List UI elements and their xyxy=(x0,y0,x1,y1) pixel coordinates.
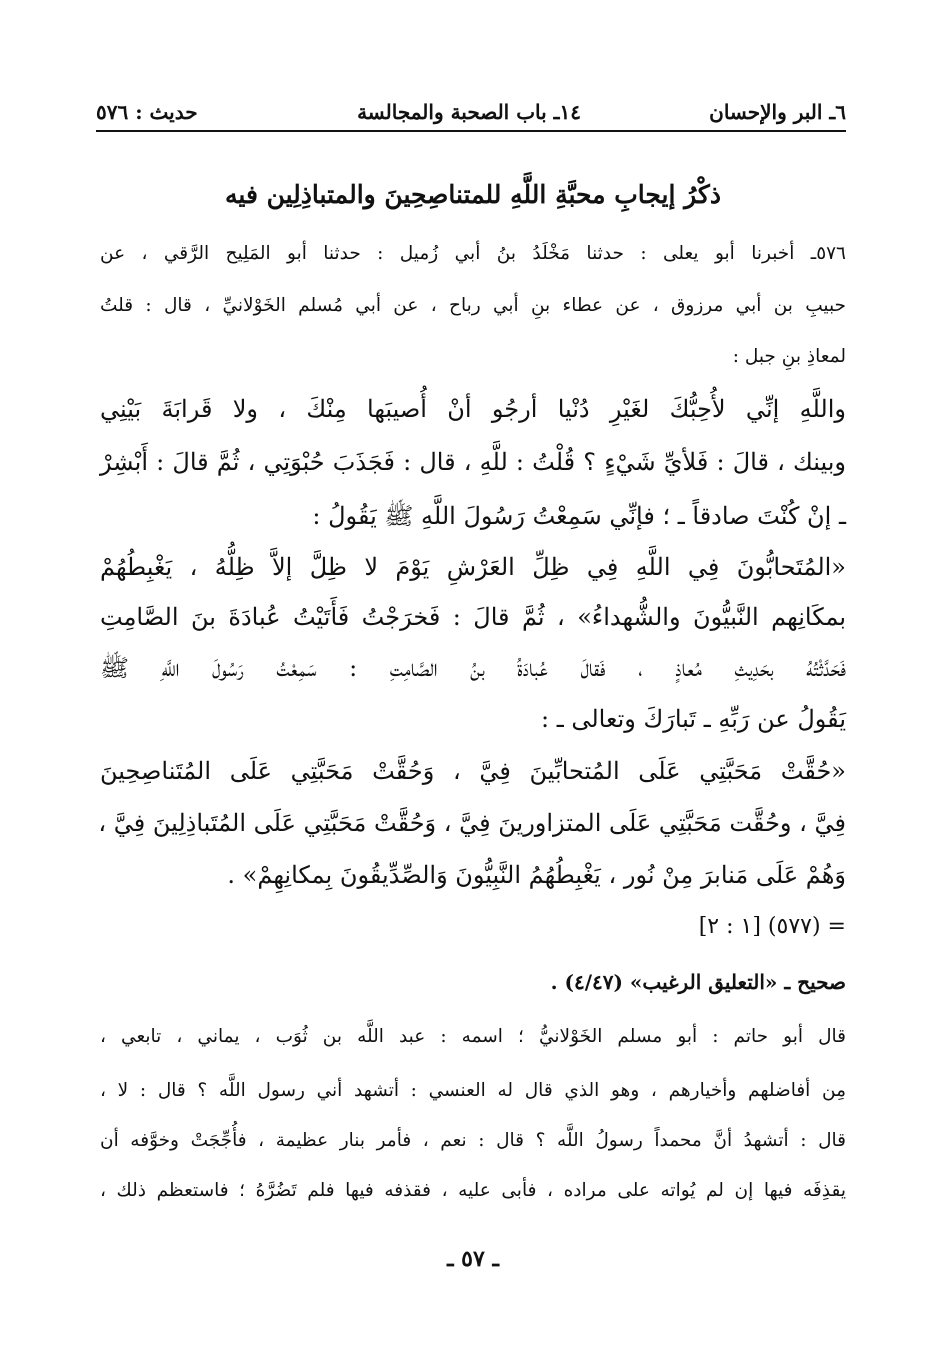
cross-reference: = (٥٧٧) [١ : ٢] xyxy=(698,914,846,939)
matn-line-1: واللَّهِ إنِّي لأُحِبُّكَ لغَيْرِ دُنْيا أرجُو أنْ أُصيبَها مِنْكَ ، ولا قَرابَةَ بَيْنِي xyxy=(100,395,846,423)
matn-line-9: فِيَّ ، وحُقَّت مَحَبَّتِي عَلَى المتزاورينَ فِيَّ ، وَحُقَّتْ مَحَبَّتِي عَلَى المُتَباذِلِينَ فِيَّ ، xyxy=(98,809,846,837)
commentary-line-4: يقذِفَه فيها إن لم يُواته على مراده ، فأبى عليه ، فقذفه فيها فلم تَضُرَّهُ ؛ فاستعظم ذلك ، xyxy=(100,1180,846,1201)
matn-line-4: «المُتَحابُّونَ فِي اللَّهِ فِي ظِلِّ العَرْشِ يَوْمَ لا ظِلَّ إلاَّ ظِلُّهُ ، يَغْبِطُهُمْ xyxy=(100,553,846,581)
isnad-line-2: حبيبِ بن أبي مرزوق ، عن عطاء بنِ أبي رباح ، عن أبي مُسلم الخَوْلانيِّ ، قال : قلتُ xyxy=(100,295,846,316)
matn-line-2: وبينك ، قالَ : فَلأيِّ شَيْءٍ ؟ قُلْتُ : للَّهِ ، قال : فَجَذَبَ حُبْوَتِي ، ثُمَّ قالَ : أَبْشِرْ xyxy=(100,448,846,476)
commentary-line-1: قال أبو حاتم : أبو مسلم الخَوْلانيُّ ؛ اسمه : عبد اللَّه بن ثُوَب ، يماني ، تابعي ، xyxy=(100,1026,846,1047)
page-number: ـ ٥٧ ـ xyxy=(447,1246,499,1272)
section-title: ذكْرُ إيجابِ محبَّةِ اللَّهِ للمتناصِحِينَ والمتباذِلِين فيه xyxy=(225,180,721,209)
header-book-title: ٦ـ البر والإحسان xyxy=(709,100,846,124)
matn-line-10: وَهُمْ عَلَى مَنابرَ مِنْ نُور ، يَغْبِطُهُمُ النَّبِيُّونَ وَالصِّدِّيقُونَ بِمكانِهِمْ» . xyxy=(227,861,846,889)
isnad-line-3: لمعاذِ بنِ جبل : xyxy=(732,346,846,367)
commentary-line-3: قال : أتشهدُ أنَّ محمداً رسولُ اللَّه ؟ قال : نعم ، فأمر بنار عظيمة ، فأُجِّجَتْ وخوَّفه أن xyxy=(100,1130,846,1151)
isnad-line-1: ٥٧٦ـ أخبرنا أبو يعلى : حدثنا مَخْلَدُ بنُ أبي زُميل : حدثنا أبو المَلِيح الرَّقي ، عن xyxy=(100,243,846,264)
header-rule xyxy=(96,130,846,132)
matn-line-5: بمكَانِهم النَّبيُّونَ والشُّهداءُ» ، ثُمَّ قالَ : فَخرَجْتُ فَأَتَيْتُ عُبادَةَ بنَ الصَّامِتِ xyxy=(100,603,846,631)
matn-line-8: «حُقَّتْ مَحَبَّتِي عَلَى المُتحابِّينَ فِيَّ ، وَحُقَّتْ مَحَبَّتِي عَلَى المُتَناصِحِينَ xyxy=(100,757,846,785)
matn-line-6: فَحَدَّثْتُهُ بحَدِيثِ مُعاذٍ ، فَقالَ عُبادَةُ بنُ الصَّامِتِ : سَمِعْتُ رَسُولَ اللَّهِ ﷺ xyxy=(100,654,846,682)
header-chapter-title: ١٤ـ باب الصحبة والمجالسة xyxy=(357,100,581,124)
grading-line: صحيح ـ «التعليق الرغيب» (٤/٤٧) . xyxy=(550,970,846,994)
matn-line-3: ـ إنْ كُنْتَ صادقاً ـ ؛ فإنِّي سَمِعْتُ رَسُولَ اللَّهِ ﷺ يَقُولُ : xyxy=(312,502,846,530)
running-header xyxy=(96,96,846,130)
commentary-line-2: مِن أفاضلهم وأخيارهم ، وهو الذي قال له العنسي : أتشهد أني رسول اللَّه ؟ قال : لا ، xyxy=(100,1080,846,1101)
header-hadith-ref: حديث : ٥٧٦ xyxy=(96,100,198,124)
matn-line-7: يَقُولُ عن رَبِّهِ ـ تَبارَكَ وتعالى ـ : xyxy=(540,705,846,733)
